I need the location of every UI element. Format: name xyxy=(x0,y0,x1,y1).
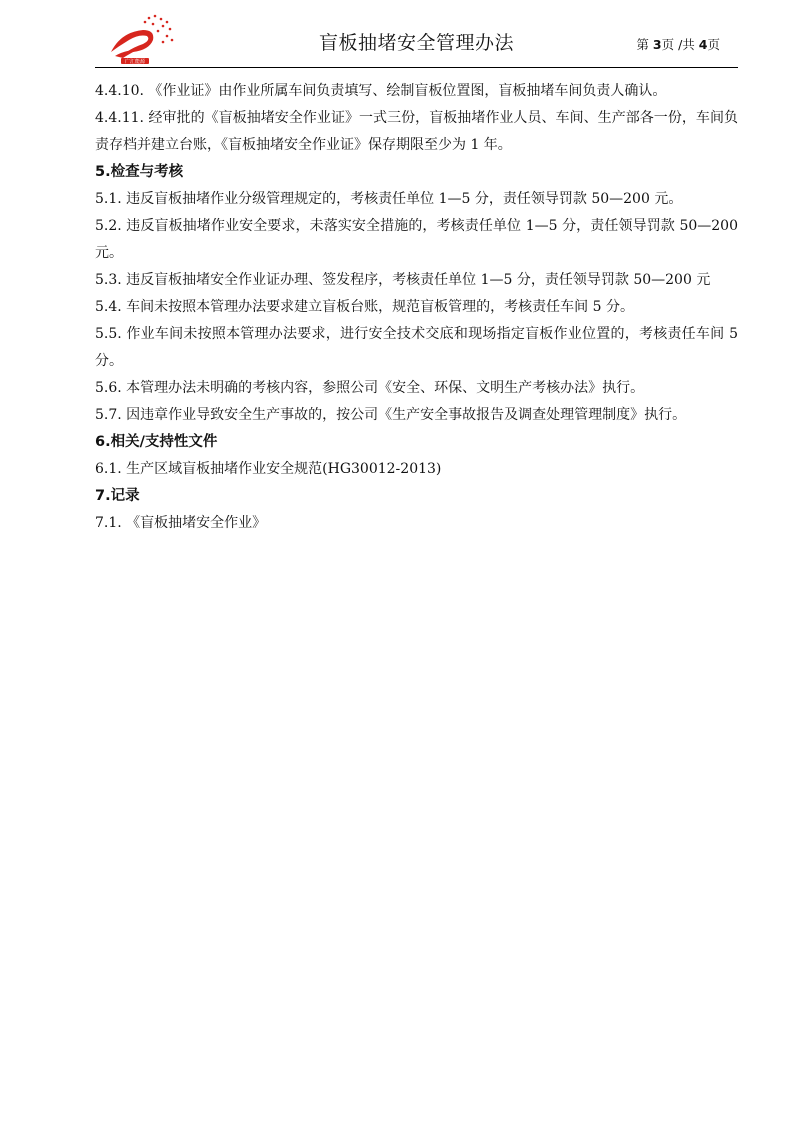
clause-5-1: 5.1. 违反盲板抽堵作业分级管理规定的，考核责任单位 1—5 分，责任领导罚款 50—200 元。 xyxy=(95,191,683,207)
clause-5-5: 5.5. 作业车间未按照本管理办法要求，进行安全技术交底和现场指定盲板作业位置的，考核责任车间 5 分。 xyxy=(95,326,738,369)
clause-4-4-11: 4.4.11. 经审批的《盲板抽堵安全作业证》一式三份，盲板抽堵作业人员、车间、生产部各一份，车间负责存档并建立台账，《盲板抽堵安全作业证》保存期限至少为 1 年。 xyxy=(95,110,738,153)
clause-7-1: 7.1. 《盲板抽堵安全作业》 xyxy=(95,515,267,531)
clause-5-6: 5.6. 本管理办法未明确的考核内容，参照公司《安全、环保、文明生产考核办法》执行。 xyxy=(95,380,645,396)
current-page: 3 xyxy=(652,37,662,52)
header-divider xyxy=(95,67,738,68)
clause-5-3: 5.3. 违反盲板抽堵安全作业证办理、签发程序，考核责任单位 1—5 分，责任领导罚款 50—200 元 xyxy=(95,272,711,288)
document-body xyxy=(95,78,738,537)
page-number: 第 3页 /共 4页 xyxy=(636,37,720,52)
page-header xyxy=(95,10,738,68)
total-pages: 4 xyxy=(698,37,708,52)
clause-6-1: 6.1. 生产区域盲板抽堵作业安全规范(HG30012-2013) xyxy=(95,461,442,477)
clause-5-7: 5.7. 因违章作业导致安全生产事故的，按公司《生产安全事故报告及调查处理管理制度》执行。 xyxy=(95,407,687,423)
section-7-heading: 7.记录 xyxy=(95,488,140,504)
clause-4-4-10: 4.4.10. 《作业证》由作业所属车间负责填写、绘制盲板位置图，盲板抽堵车间负责人确认。 xyxy=(95,83,667,99)
section-6-heading: 6.相关/支持性文件 xyxy=(95,434,218,450)
clause-5-4: 5.4. 车间未按照本管理办法要求建立盲板台账，规范盲板管理的，考核责任车间 5 分。 xyxy=(95,299,634,315)
section-5-heading: 5.检查与考核 xyxy=(95,164,184,180)
document-title: 盲板抽堵安全管理办法 xyxy=(318,32,514,54)
svg-text:广汇能源: 广汇能源 xyxy=(124,59,146,65)
clause-5-2: 5.2. 违反盲板抽堵作业安全要求，未落实安全措施的，考核责任单位 1—5 分，责任领导罚款 50—200 元。 xyxy=(95,218,738,261)
